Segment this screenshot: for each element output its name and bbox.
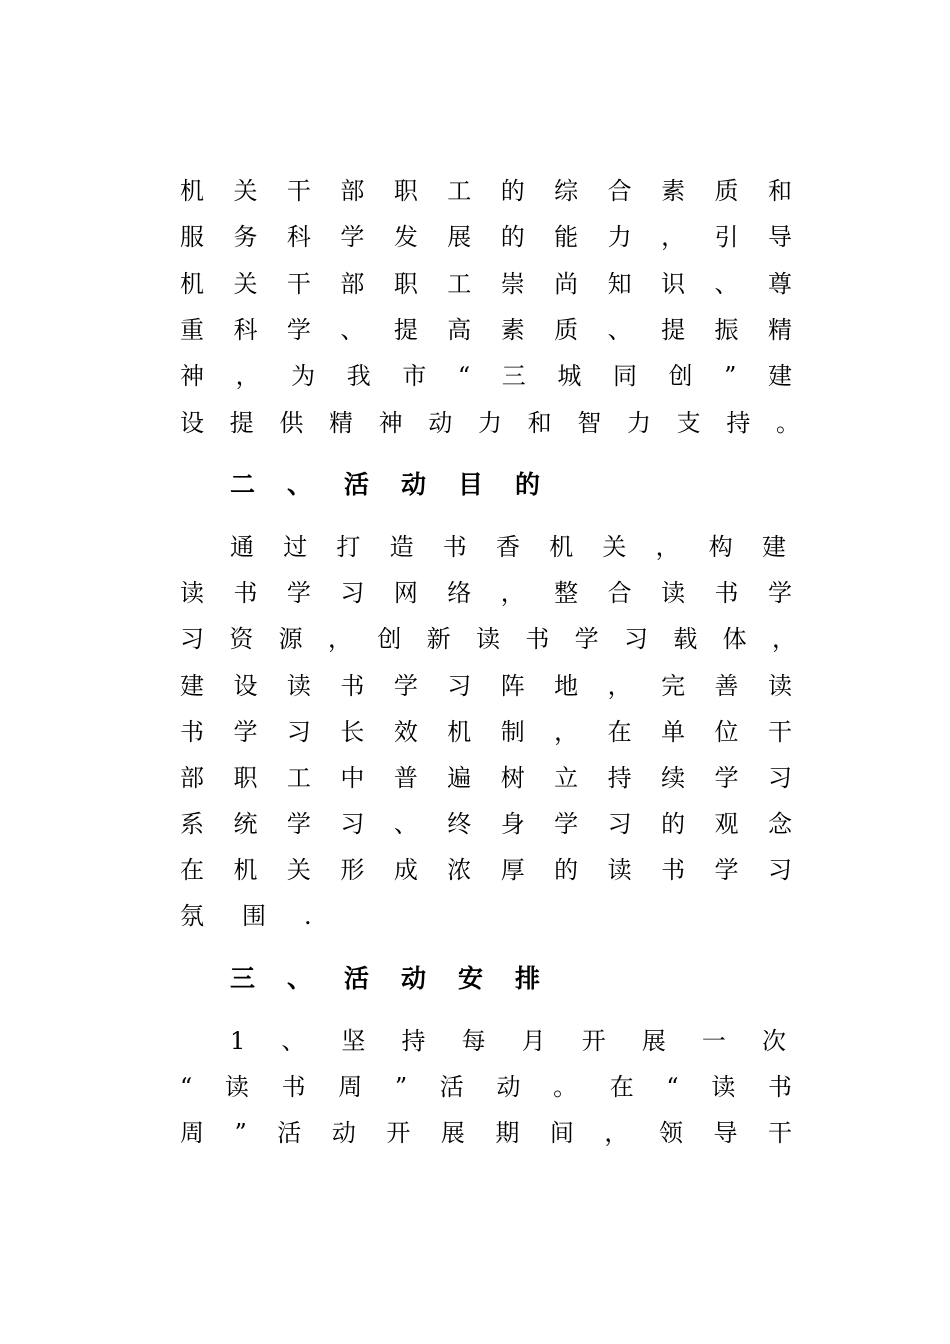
text-line: 周”活动开展期间，领导干 [180,1119,792,1147]
text-line: 书学习长效机制，在单位干 [180,718,792,746]
text-line: 氛围. [180,902,350,930]
text-line: 读书学习网络，整合读书学 [180,579,792,607]
text-line: 设提供精神动力和智力支持。 [180,409,800,437]
text-line: 机关干部职工崇尚知识、尊 [180,270,792,298]
text-line: 机关干部职工的综合素质和 [180,177,792,205]
section-heading: 二、活动目的 [230,470,573,499]
text-line: 部职工中普遍树立持续学习 [180,764,792,792]
text-line: 通过打造书香机关，构建 [230,533,786,561]
text-line: 重科学、提高素质、提振精 [180,316,792,344]
text-line: “读书周”活动。在“读书 [180,1073,792,1101]
text-line: 在机关形成浓厚的读书学习 [180,856,792,884]
text-line: 系统学习、终身学习的观念 [180,810,792,838]
section-heading: 三、活动安排 [230,964,573,993]
text-line: 服务科学发展的能力，引导 [180,223,792,251]
text-line: 建设读书学习阵地，完善读 [180,672,792,700]
text-line: 神，为我市“三城同创”建 [180,362,792,390]
text-line: 1、坚持每月开展一次 [230,1027,786,1055]
text-line: 习资源，创新读书学习载体， [180,625,796,653]
